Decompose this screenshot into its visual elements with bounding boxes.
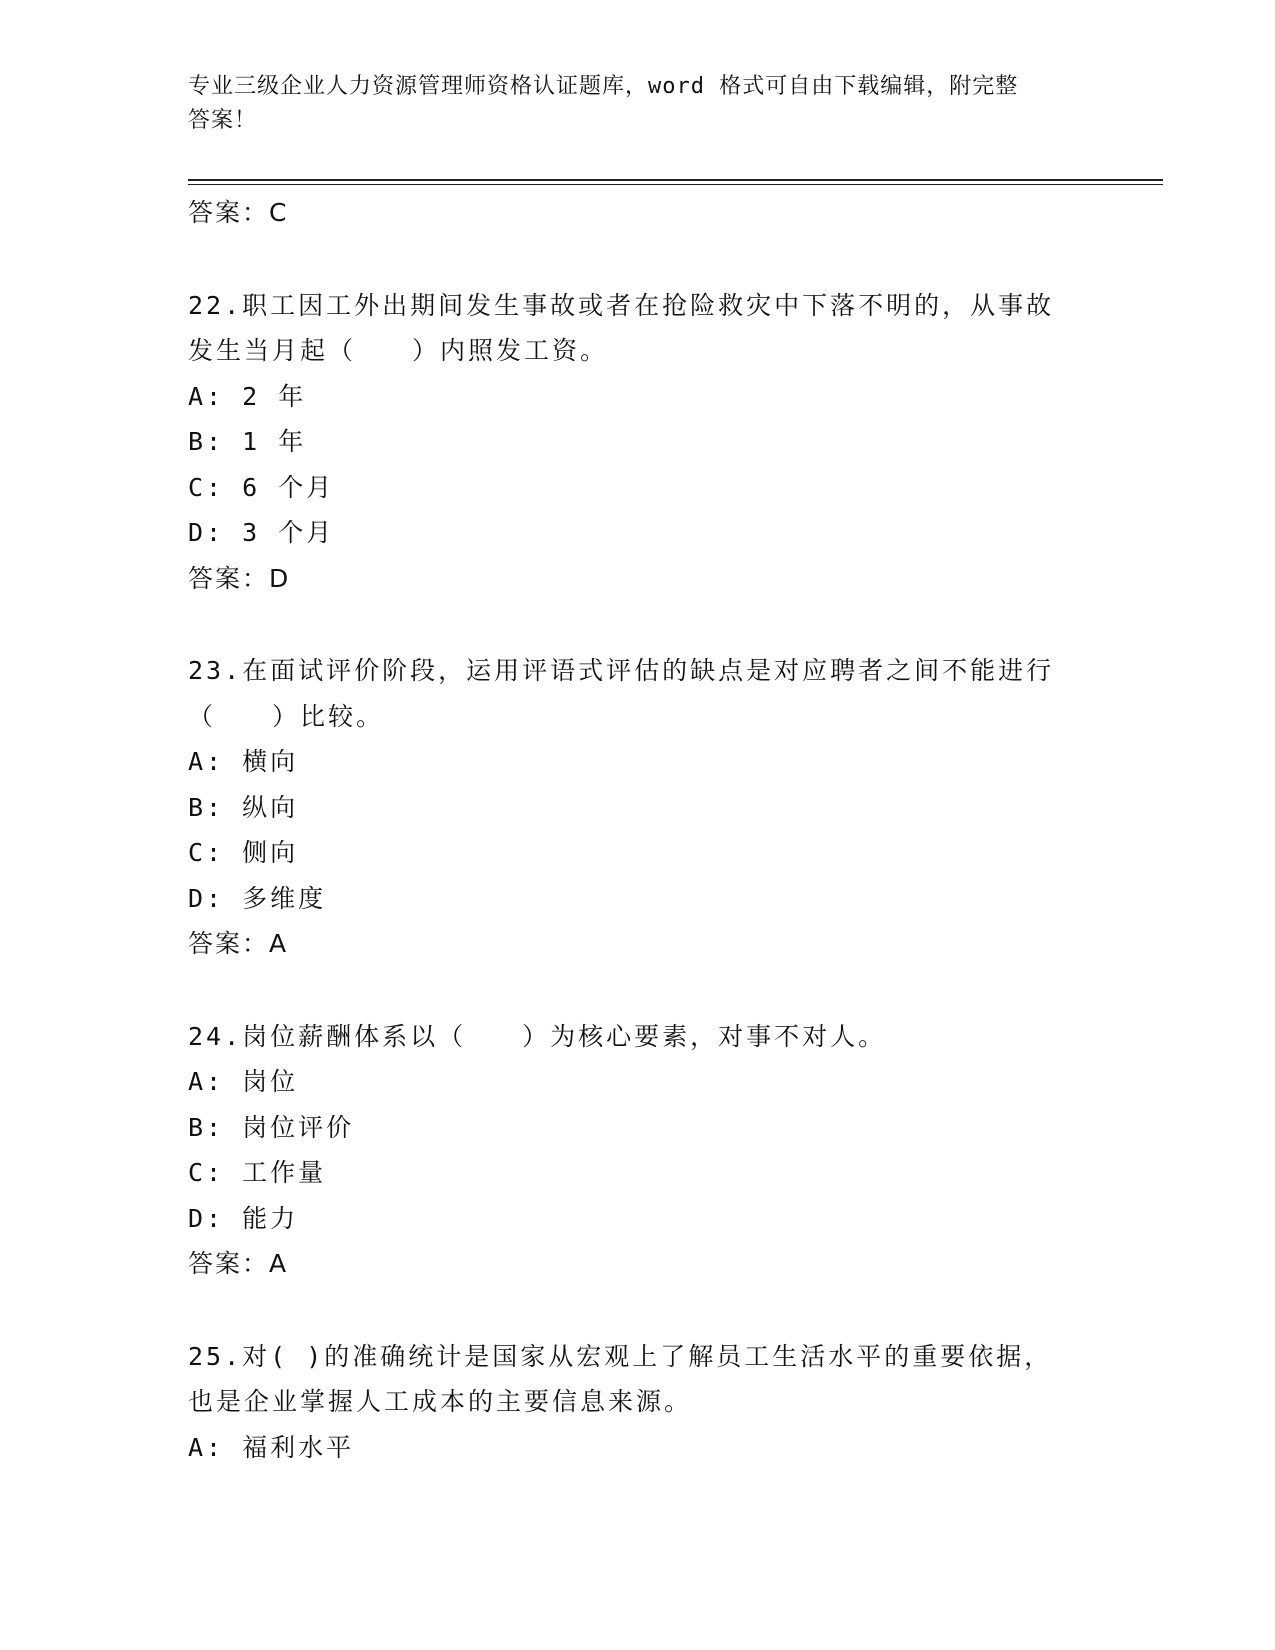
option-a: A: 岗位 bbox=[188, 1067, 299, 1096]
question-25 bbox=[188, 1334, 1088, 1471]
option-c: C: 工作量 bbox=[188, 1158, 327, 1187]
option-c: C: 侧向 bbox=[188, 838, 299, 867]
option-a: A: 横向 bbox=[188, 747, 299, 776]
question-stem: 23.在面试评价阶段，运用评语式评估的缺点是对应聘者之间不能进行 bbox=[188, 656, 1055, 685]
option-a: A: 福利水平 bbox=[188, 1432, 355, 1462]
question-22 bbox=[188, 283, 1088, 602]
header-line-2: 答案！ bbox=[188, 108, 258, 133]
question-23 bbox=[188, 648, 1088, 967]
question-stem: 也是企业掌握人工成本的主要信息来源。 bbox=[188, 1387, 693, 1416]
question-stem: （ ）比较。 bbox=[188, 701, 385, 731]
option-d: D: 能力 bbox=[188, 1203, 299, 1233]
question-stem: 24.岗位薪酬体系以（ ）为核心要素，对事不对人。 bbox=[188, 1021, 887, 1051]
answer-line: 答案：A bbox=[188, 929, 289, 958]
answer-line: 答案：C bbox=[188, 198, 289, 227]
header-line-1: 专业三级企业人力资源管理师资格认证题库，word 格式可自由下载编辑，附完整 bbox=[188, 74, 1019, 99]
answer-line: 答案：A bbox=[188, 1249, 289, 1278]
question-24 bbox=[188, 1014, 1088, 1287]
option-b: B: 岗位评价 bbox=[188, 1112, 355, 1142]
header-divider-thin bbox=[188, 184, 1163, 185]
page-header bbox=[188, 70, 1068, 138]
question-stem: 22.职工因工外出期间发生事故或者在抢险救灾中下落不明的，从事故 bbox=[188, 290, 1055, 320]
question-list bbox=[188, 190, 1088, 1470]
option-a: A: 2 年 bbox=[188, 381, 307, 411]
option-b: B: 纵向 bbox=[188, 792, 299, 822]
option-d: D: 多维度 bbox=[188, 883, 327, 913]
option-b: B: 1 年 bbox=[188, 427, 307, 456]
question-stem: 发生当月起（ ）内照发工资。 bbox=[188, 336, 609, 365]
question-stem: 25.对( )的准确统计是国家从宏观上了解员工生活水平的重要依据， bbox=[188, 1341, 1053, 1371]
header-divider-thick bbox=[188, 179, 1163, 181]
answer-line: 答案：D bbox=[188, 563, 291, 593]
option-c: C: 6 个月 bbox=[188, 472, 335, 502]
option-d: D: 3 个月 bbox=[188, 518, 335, 547]
